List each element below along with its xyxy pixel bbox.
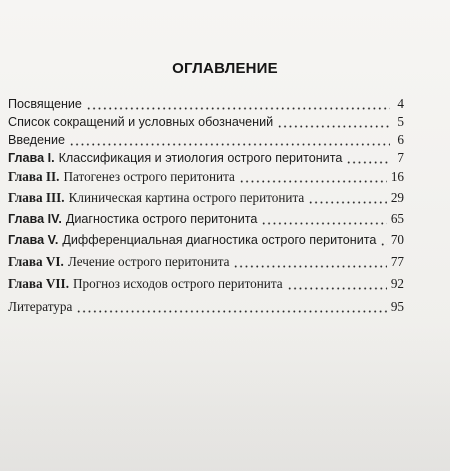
toc-dot-leader (69, 132, 390, 146)
toc-dot-leader (346, 150, 390, 164)
toc-page-number: 4 (397, 96, 404, 111)
toc-dot-leader (277, 114, 390, 128)
toc-page-number: 77 (390, 254, 404, 269)
toc-chapter-number: Глава VII. (8, 276, 69, 291)
toc-page-number: 92 (390, 276, 404, 291)
toc-page-number: 70 (390, 232, 404, 247)
toc-page-number: 5 (397, 114, 404, 129)
toc-entry (8, 95, 404, 113)
toc-entry-title: Прогноз исходов острого перитонита (73, 276, 283, 291)
toc-chapter-number: Глава II. (8, 169, 60, 184)
toc-chapter-number: Глава V. (8, 233, 59, 247)
toc-dot-leader (233, 254, 386, 268)
toc-page-number: 65 (390, 211, 404, 226)
toc-dot-leader (239, 169, 387, 183)
toc-dot-leader (380, 232, 386, 246)
toc-entry-title: Посвящение (8, 97, 82, 111)
toc-chapter-number: Глава IV. (8, 212, 62, 226)
toc-dot-leader (287, 276, 387, 290)
toc-entry-title: Клиническая картина острого перитонита (68, 190, 305, 205)
toc-entry (8, 298, 404, 316)
toc-entry-title: Введение (8, 133, 66, 147)
toc-entry (8, 131, 404, 149)
contents-title: ОГЛАВЛЕНИЕ (172, 60, 278, 77)
toc-entry (8, 231, 404, 249)
toc-entry-title: Классификация и этиология острого перитонита (58, 151, 343, 165)
toc-chapter-number: Глава I. (8, 151, 55, 165)
toc-page-number: 7 (397, 150, 404, 165)
toc-dot-leader (308, 190, 387, 204)
toc-chapter-number: Глава III. (8, 190, 65, 205)
toc-entry (8, 210, 404, 228)
page-shadow (0, 320, 450, 471)
toc-chapter-number: Глава VI. (8, 254, 64, 269)
toc-dot-leader (76, 299, 386, 313)
toc-page-number: 16 (390, 169, 404, 184)
toc-entry (8, 189, 404, 207)
toc-entry (8, 149, 404, 167)
toc-dot-leader (261, 211, 386, 225)
toc-entry-title: Дифференциальная диагностика острого перитонита (62, 233, 377, 247)
toc-entry-title: Список сокращений и условных обозначений (8, 115, 274, 129)
toc-entry (8, 253, 404, 271)
toc-entry (8, 275, 404, 293)
toc-entry-title: Лечение острого перитонита (67, 254, 230, 269)
toc-entry-title: Литература (8, 299, 73, 314)
toc-entry (8, 168, 404, 186)
toc-page-number: 95 (390, 299, 404, 314)
toc-entry (8, 113, 404, 131)
toc-entry-title: Диагностика острого перитонита (65, 212, 258, 226)
toc-dot-leader (86, 96, 390, 110)
toc-page-number: 29 (390, 190, 404, 205)
toc-entry-title: Патогенез острого перитонита (63, 169, 235, 184)
toc-page-number: 6 (397, 132, 404, 147)
